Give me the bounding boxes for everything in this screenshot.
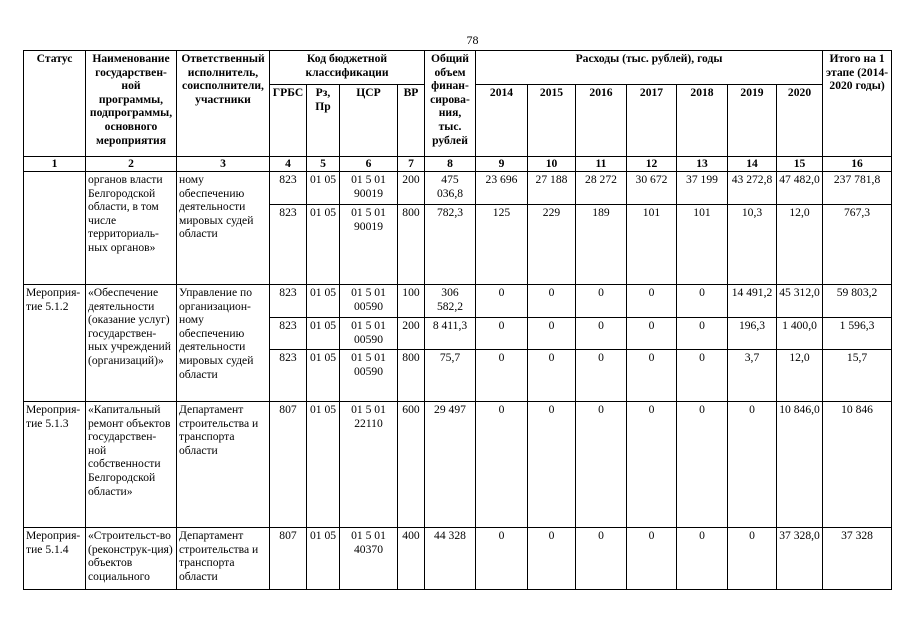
year-value: 30 672 [627, 172, 677, 205]
program-name-cell: органов власти Белгородской области, в том числе территориаль-ных органов» [86, 172, 177, 285]
column-number: 16 [823, 157, 892, 172]
status-cell: Мероприя-тие 5.1.3 [24, 402, 86, 528]
year-value: 0 [528, 285, 576, 318]
header-program-name: Наименование государствен-ной программы, подпрограммы, основного мероприятия [86, 51, 177, 157]
year-value: 0 [627, 318, 677, 350]
year-value: 0 [627, 402, 677, 528]
vr-cell: 200 [398, 318, 425, 350]
header-year: 2017 [627, 85, 677, 157]
header-status: Статус [24, 51, 86, 157]
responsible-cell: Департамент строительства и транспорта области [177, 402, 270, 528]
vr-cell: 400 [398, 528, 425, 590]
table-row [24, 172, 892, 205]
column-number: 5 [307, 157, 340, 172]
grbs-cell: 823 [270, 172, 307, 205]
csr-cell: 01 5 01 00590 [340, 350, 398, 402]
responsible-cell: Управление по организацион-ному обеспечению деятельности мировых судей области [177, 285, 270, 402]
year-value: 0 [728, 402, 777, 528]
vr-cell: 100 [398, 285, 425, 318]
table-row [24, 285, 892, 318]
header-responsible: Ответственный исполнитель, соисполнители, участники [177, 51, 270, 157]
csr-cell: 01 5 01 40370 [340, 528, 398, 590]
column-number: 12 [627, 157, 677, 172]
program-name-cell: «Обеспечение деятельности (оказание услуг) государствен-ных учреждений (организаций)» [86, 285, 177, 402]
column-number: 1 [24, 157, 86, 172]
grbs-cell: 807 [270, 402, 307, 528]
stage-total-cell: 10 846 [823, 402, 892, 528]
vr-cell: 200 [398, 172, 425, 205]
year-value: 0 [476, 528, 528, 590]
vr-cell: 800 [398, 205, 425, 285]
year-value: 0 [528, 350, 576, 402]
year-value: 14 491,2 [728, 285, 777, 318]
year-value: 12,0 [777, 205, 823, 285]
csr-cell: 01 5 01 22110 [340, 402, 398, 528]
grbs-cell: 823 [270, 350, 307, 402]
header-year: 2014 [476, 85, 528, 157]
year-value: 0 [528, 402, 576, 528]
column-number: 2 [86, 157, 177, 172]
header-year: 2019 [728, 85, 777, 157]
year-value: 0 [627, 528, 677, 590]
vr-cell: 600 [398, 402, 425, 528]
stage-total-cell: 1 596,3 [823, 318, 892, 350]
header-csr: ЦСР [340, 85, 398, 157]
year-value: 1 400,0 [777, 318, 823, 350]
csr-cell: 01 5 01 00590 [340, 318, 398, 350]
rz-pr-cell: 01 05 [307, 528, 340, 590]
year-value: 229 [528, 205, 576, 285]
column-number: 8 [425, 157, 476, 172]
year-value: 0 [677, 528, 728, 590]
rz-pr-cell: 01 05 [307, 402, 340, 528]
rz-pr-cell: 01 05 [307, 350, 340, 402]
year-value: 0 [476, 318, 528, 350]
year-value: 0 [627, 285, 677, 318]
rz-pr-cell: 01 05 [307, 205, 340, 285]
column-number: 6 [340, 157, 398, 172]
grbs-cell: 823 [270, 318, 307, 350]
year-value: 0 [528, 318, 576, 350]
year-value: 101 [677, 205, 728, 285]
column-number: 7 [398, 157, 425, 172]
column-number: 11 [576, 157, 627, 172]
year-value: 0 [677, 285, 728, 318]
year-value: 45 312,0 [777, 285, 823, 318]
year-value: 125 [476, 205, 528, 285]
year-value: 0 [728, 528, 777, 590]
year-value: 196,3 [728, 318, 777, 350]
year-value: 189 [576, 205, 627, 285]
year-value: 0 [476, 285, 528, 318]
grbs-cell: 823 [270, 285, 307, 318]
total-cell: 29 497 [425, 402, 476, 528]
responsible-cell: Департамент строительства и транспорта области [177, 528, 270, 590]
header-total-stage: Итого на 1 этапе (2014-2020 годы) [823, 51, 892, 157]
stage-total-cell: 59 803,2 [823, 285, 892, 318]
stage-total-cell: 237 781,8 [823, 172, 892, 205]
column-number: 15 [777, 157, 823, 172]
total-cell: 44 328 [425, 528, 476, 590]
rz-pr-cell: 01 05 [307, 172, 340, 205]
column-number: 13 [677, 157, 728, 172]
stage-total-cell: 767,3 [823, 205, 892, 285]
header-year: 2018 [677, 85, 728, 157]
csr-cell: 01 5 01 00590 [340, 285, 398, 318]
total-cell: 8 411,3 [425, 318, 476, 350]
responsible-cell: ному обеспечению деятельности мировых судей области [177, 172, 270, 285]
year-value: 43 272,8 [728, 172, 777, 205]
budget-table [23, 50, 892, 590]
header-expenses: Расходы (тыс. рублей), годы [476, 51, 823, 85]
stage-total-cell: 37 328 [823, 528, 892, 590]
column-number: 9 [476, 157, 528, 172]
program-name-cell: «Строительст-во (реконструк-ция) объектов социального [86, 528, 177, 590]
vr-cell: 800 [398, 350, 425, 402]
year-value: 3,7 [728, 350, 777, 402]
grbs-cell: 807 [270, 528, 307, 590]
grbs-cell: 823 [270, 205, 307, 285]
year-value: 0 [677, 402, 728, 528]
header-total-volume: Общий объем финан-сирова-ния, тыс. рублей [425, 51, 476, 157]
status-cell [24, 172, 86, 285]
year-value: 27 188 [528, 172, 576, 205]
year-value: 0 [576, 318, 627, 350]
year-value: 10,3 [728, 205, 777, 285]
year-value: 12,0 [777, 350, 823, 402]
year-value: 0 [677, 318, 728, 350]
year-value: 0 [576, 350, 627, 402]
column-number-row [24, 157, 892, 172]
header-budget-code: Код бюджетной классификации [270, 51, 425, 85]
year-value: 37 199 [677, 172, 728, 205]
year-value: 0 [576, 285, 627, 318]
year-value: 0 [476, 402, 528, 528]
year-value: 10 846,0 [777, 402, 823, 528]
total-cell: 782,3 [425, 205, 476, 285]
header-vr: ВР [398, 85, 425, 157]
year-value: 23 696 [476, 172, 528, 205]
year-value: 28 272 [576, 172, 627, 205]
year-value: 0 [576, 528, 627, 590]
column-number: 10 [528, 157, 576, 172]
table-row [24, 528, 892, 590]
header-year: 2015 [528, 85, 576, 157]
status-cell: Мероприя-тие 5.1.4 [24, 528, 86, 590]
year-value: 0 [528, 528, 576, 590]
column-number: 14 [728, 157, 777, 172]
year-value: 47 482,0 [777, 172, 823, 205]
page-number: 78 [466, 33, 479, 47]
header-year: 2020 [777, 85, 823, 157]
column-number: 4 [270, 157, 307, 172]
csr-cell: 01 5 01 90019 [340, 172, 398, 205]
status-cell: Мероприя-тие 5.1.2 [24, 285, 86, 402]
year-value: 37 328,0 [777, 528, 823, 590]
column-number: 3 [177, 157, 270, 172]
header-rz-pr: Рз, Пр [307, 85, 340, 157]
header-year: 2016 [576, 85, 627, 157]
table-row [24, 402, 892, 528]
csr-cell: 01 5 01 90019 [340, 205, 398, 285]
header-grbs: ГРБС [270, 85, 307, 157]
year-value: 0 [476, 350, 528, 402]
total-cell: 475 036,8 [425, 172, 476, 205]
total-cell: 75,7 [425, 350, 476, 402]
year-value: 0 [627, 350, 677, 402]
year-value: 0 [576, 402, 627, 528]
total-cell: 306 582,2 [425, 285, 476, 318]
year-value: 101 [627, 205, 677, 285]
program-name-cell: «Капитальный ремонт объектов государствен-ной собственности Белгородской области» [86, 402, 177, 528]
rz-pr-cell: 01 05 [307, 318, 340, 350]
rz-pr-cell: 01 05 [307, 285, 340, 318]
year-value: 0 [677, 350, 728, 402]
stage-total-cell: 15,7 [823, 350, 892, 402]
